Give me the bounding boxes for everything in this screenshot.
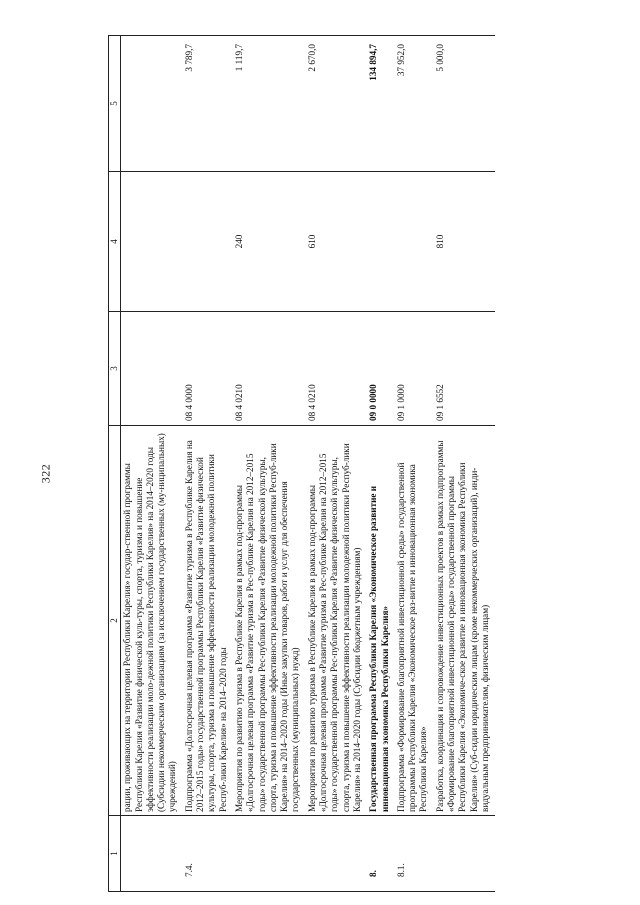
row-amount xyxy=(121,36,183,172)
row-amount: 37 952,0 xyxy=(395,36,434,172)
row-code: 08 4 0000 xyxy=(183,312,233,426)
row-number: 8.1. xyxy=(395,816,434,892)
row-description: рации, проживающих на территории Республики Карелия» государ-ственной программы Республики Карелия «Развитие физической куль-туры, спорта, туризма и повышение эффективности реализации моло-дежной политики Республики Карелия» на 2014–2020 годы (Субсидии некоммерческим организациям (за исключением государственных (му-ниципальных) учреждений) xyxy=(121,426,183,816)
table-row xyxy=(121,36,183,892)
row-amount: 2 670,0 xyxy=(306,36,367,172)
row-number xyxy=(233,816,306,892)
row-expense-type: 610 xyxy=(306,172,367,312)
row-description: Мероприятия по развитию туризма в Республике Карелия в рамках под-программы «Долгосрочная целевая программа «Развитие туризма в Рес-публике Карелия на 2012–2015 годы» государственной программы Рес-публики Карелия «Развитие физической культуры, спорта, туризма и повышение эффективности реализации молодежной политики Респуб-лики Карелия» на 2014–2020 годы (Субсидии бюджетным учреждениям) xyxy=(306,426,367,816)
row-expense-type xyxy=(183,172,233,312)
row-description: Государственная программа Республики Карелия «Экономическое развитие и инновационная экономика Республики Карелия» xyxy=(367,426,395,816)
row-number: 8. xyxy=(367,816,395,892)
row-number xyxy=(434,816,495,892)
column-header: 3 xyxy=(109,312,121,426)
header-row xyxy=(109,36,121,892)
row-amount: 1 119,7 xyxy=(233,36,306,172)
row-amount: 3 789,7 xyxy=(183,36,233,172)
row-code xyxy=(121,312,183,426)
row-expense-type: 240 xyxy=(233,172,306,312)
table-row xyxy=(395,36,434,892)
column-header: 4 xyxy=(109,172,121,312)
row-number xyxy=(306,816,367,892)
table-row xyxy=(434,36,495,892)
page-number: 322 xyxy=(38,463,53,484)
table-row xyxy=(183,36,233,892)
column-header: 2 xyxy=(109,426,121,816)
row-description: Мероприятия по развитию туризма в Республике Карелия в рамках под-программы «Долгосрочная целевая программа «Развитие туризма в Рес-публике Карелия на 2012–2015 годы» государственной программы Рес-публики Карелия «Развитие физической культуры, спорта, туризма и повышение эффективности реализации молодежной политики Респуб-лики Карелия» на 2014–2020 годы (Иные закупки товаров, работ и услуг для обеспечения государственных (муниципальных) нужд) xyxy=(233,426,306,816)
row-code: 08 4 0210 xyxy=(306,312,367,426)
row-number: 7.4. xyxy=(183,816,233,892)
row-description: Подпрограмма «Долгосрочная целевая программа «Развитие туризма в Республике Карелия на 2012–2015 годы» государственной программы Республики Карелия «Развитие физической культуры, спорта, туризма и повышение эффективности реализации молодежной политики Респуб-лики Карелия» на 2014–2020 годы xyxy=(183,426,233,816)
row-amount: 134 894,7 xyxy=(367,36,395,172)
row-expense-type xyxy=(121,172,183,312)
row-code: 09 1 6552 xyxy=(434,312,495,426)
row-expense-type xyxy=(395,172,434,312)
table-body xyxy=(121,36,495,892)
row-description: Разработка, координация и сопровождение инвестиционных проектов в рамках подпрограммы «Формирование благоприятной инвестиционной среды» государственной программы Республики Карелия «Экономиче-ское развитие и инновационная экономика Республики Карелия» (Суб-сидии юридическим лицам (кроме некоммерческих организаций), инди-видуальным предпринимателям, физическим лицам) xyxy=(434,426,495,816)
row-description: Подпрограмма «Формирование благоприятной инвестиционной среды» государственной программы Республики Карелия «Экономическое раз-витие и инновационная экономика Республики Карелия» xyxy=(395,426,434,816)
row-expense-type: 810 xyxy=(434,172,495,312)
rotated-table-sheet xyxy=(108,36,543,892)
budget-table xyxy=(108,35,495,892)
column-header: 1 xyxy=(109,816,121,892)
row-number xyxy=(121,816,183,892)
table-row xyxy=(306,36,367,892)
column-header: 5 xyxy=(109,36,121,172)
row-code: 09 1 0000 xyxy=(395,312,434,426)
row-code: 09 0 0000 xyxy=(367,312,395,426)
row-expense-type xyxy=(367,172,395,312)
row-amount: 5 000,0 xyxy=(434,36,495,172)
row-code: 08 4 0210 xyxy=(233,312,306,426)
table-row xyxy=(233,36,306,892)
table-row xyxy=(367,36,395,892)
